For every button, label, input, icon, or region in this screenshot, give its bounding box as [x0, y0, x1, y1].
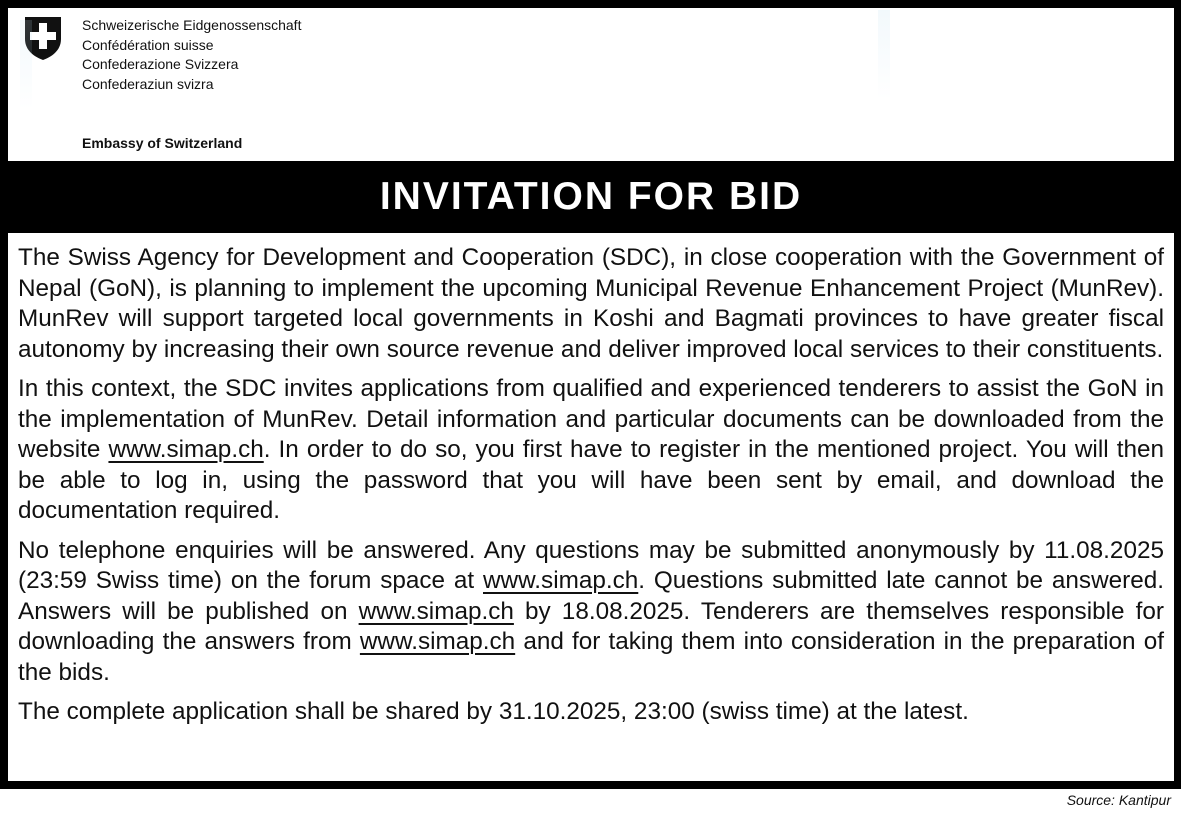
text: by 18.08.2025. Tenderers are themselves responsible for downloading the answers from	[18, 597, 1164, 655]
confederation-fr: Confédération suisse	[82, 36, 214, 53]
embassy-name: Embassy of Switzerland	[82, 135, 243, 151]
text: In this context, the SDC invites applications from qualified and experienced tenderers to assist the GoN in the implementation of MunRev. Detail information and particular documents can be downloaded from the website	[18, 375, 1164, 463]
simap-link[interactable]: www.simap.ch	[483, 567, 639, 594]
paragraph-context	[18, 374, 1164, 527]
text: No telephone enquiries will be answered. Any questions may be submitted anonymously by 11.08.2025 (23:59 Swiss time) on the forum space at	[18, 536, 1164, 594]
paragraph-intro: The Swiss Agency for Development and Cooperation (SDC), in close cooperation with the Government of Nepal (GoN), is planning to implement the upcoming Municipal Revenue Enhancement Project (MunRev). MunRev will support targeted local governments in Koshi and Bagmati provinces to have greater fiscal autonomy by increasing their own source revenue and deliver improved local services to their constituents.	[18, 244, 1164, 363]
simap-link[interactable]: www.simap.ch	[359, 628, 516, 655]
confederation-rm: Confederaziun svizra	[82, 75, 214, 92]
confederation-names	[82, 16, 301, 94]
simap-link[interactable]: www.simap.ch	[108, 436, 264, 463]
title-bar	[8, 169, 1174, 225]
paragraph-deadline: The complete application shall be shared by 31.10.2025, 23:00 (swiss time) at the latest.	[18, 698, 969, 725]
simap-link[interactable]: www.simap.ch	[358, 597, 514, 625]
header	[8, 8, 1174, 161]
text: and for taking them into consideration in the preparation of the bids.	[18, 628, 1164, 686]
watermark-mark	[878, 10, 890, 100]
paragraph-enquiries	[18, 536, 1164, 689]
confederation-it: Confederazione Svizzera	[82, 56, 239, 72]
page-title: INVITATION FOR BID	[379, 175, 803, 218]
watermark-mark	[20, 20, 32, 110]
confederation-de: Schweizerische Eidgenossenschaft	[82, 17, 302, 33]
source-credit: Source: Kantipur	[1066, 792, 1171, 808]
text: . Questions submitted late cannot be answered. Answers will be published on	[18, 567, 1164, 625]
notice-body	[8, 233, 1174, 781]
text: . In order to do so, you first have to register in the mentioned project. You will then be able to log in, using the password that you will have been sent by email, and download the documentation required.	[18, 436, 1164, 524]
